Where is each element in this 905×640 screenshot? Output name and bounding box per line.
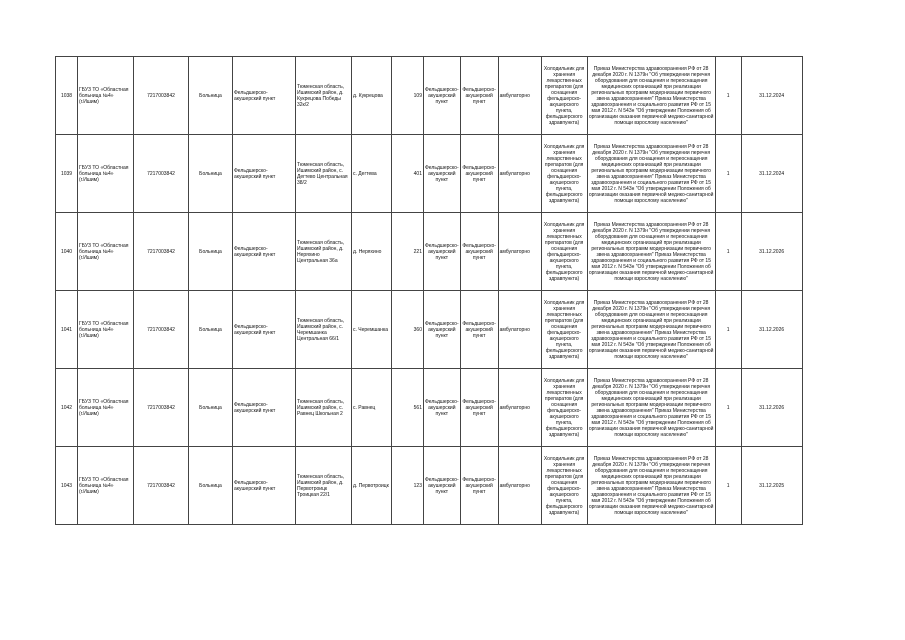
unit-type-2: Фельдшерско-акушерский пункт xyxy=(460,447,498,525)
care-condition: амбулаторно xyxy=(498,57,541,135)
locality: с. Равнец xyxy=(352,369,392,447)
quantity: 1 xyxy=(715,447,741,525)
due-date: 31.12.2026 xyxy=(741,369,802,447)
table-row xyxy=(56,57,803,135)
care-condition: амбулаторно xyxy=(498,135,541,213)
regulatory-document: Приказ Министерства здравоохранения РФ от 28 декабря 2020 г. N 1379н "Об утверждении перечня оборудования для оснащения и переоснащения медицинских организаций при реализации региональных программ модернизации первичного звена здравоохранения" Приказ Министерства здравоохранения и социального развития РФ от 15 мая 2012 г. N 543н "Об утверждении Положения об организации оказания первичной медико-санитарной помощи взрослому населению" xyxy=(587,57,715,135)
subdivision-name: Фельдшерско-акушерский пункт xyxy=(233,57,296,135)
organization-name: ГБУЗ ТО «Областная больница №4» (г.Ишим) xyxy=(78,369,134,447)
due-date: 31.12.2026 xyxy=(741,213,802,291)
organization-name: ГБУЗ ТО «Областная больница №4» (г.Ишим) xyxy=(78,291,134,369)
due-date: 31.12.2024 xyxy=(741,57,802,135)
row-number: 1043 xyxy=(56,447,78,525)
organization-name: ГБУЗ ТО «Областная больница №4» (г.Ишим) xyxy=(78,57,134,135)
unit-type-1: Фельдшерско-акушерский пункт xyxy=(424,369,461,447)
inn-code: 7217003842 xyxy=(134,291,189,369)
unit-type-1: Фельдшерско-акушерский пункт xyxy=(424,135,461,213)
row-number: 1040 xyxy=(56,213,78,291)
address: Тюменская область, Ишимский район, д. Первотроицк Троицкая 22/1 xyxy=(296,447,352,525)
institution-type: Больница xyxy=(189,213,233,291)
unit-type-1: Фельдшерско-акушерский пункт xyxy=(424,213,461,291)
subdivision-name: Фельдшерско-акушерский пункт xyxy=(233,291,296,369)
inn-code: 7217003842 xyxy=(134,135,189,213)
unit-type-2: Фельдшерско-акушерский пункт xyxy=(460,213,498,291)
inn-code: 7217003842 xyxy=(134,213,189,291)
institution-type: Больница xyxy=(189,135,233,213)
locality: д. Первотроицк xyxy=(352,447,392,525)
institution-type: Больница xyxy=(189,447,233,525)
regulatory-document: Приказ Министерства здравоохранения РФ от 28 декабря 2020 г. N 1379н "Об утверждении перечня оборудования для оснащения и переоснащения медицинских организаций при реализации региональных программ модернизации первичного звена здравоохранения" Приказ Министерства здравоохранения и социального развития РФ от 15 мая 2012 г. N 543н "Об утверждении Положения об организации оказания первичной медико-санитарной помощи взрослому населению" xyxy=(587,135,715,213)
population: 109 xyxy=(392,57,424,135)
organization-name: ГБУЗ ТО «Областная больница №4» (г.Ишим) xyxy=(78,135,134,213)
unit-type-1: Фельдшерско-акушерский пункт xyxy=(424,447,461,525)
address: Тюменская область, Ишимский район, д. Кукрецова Победы 32к/2 xyxy=(296,57,352,135)
locality: д. Неряхино xyxy=(352,213,392,291)
locality: с. Черемшанка xyxy=(352,291,392,369)
due-date: 31.12.2025 xyxy=(741,447,802,525)
regulatory-document: Приказ Министерства здравоохранения РФ от 28 декабря 2020 г. N 1379н "Об утверждении перечня оборудования для оснащения и переоснащения медицинских организаций при реализации региональных программ модернизации первичного звена здравоохранения" Приказ Министерства здравоохранения и социального развития РФ от 15 мая 2012 г. N 543н "Об утверждении Положения об организации оказания первичной медико-санитарной помощи взрослому населению" xyxy=(587,213,715,291)
unit-type-2: Фельдшерско-акушерский пункт xyxy=(460,291,498,369)
population: 561 xyxy=(392,369,424,447)
institution-type: Больница xyxy=(189,57,233,135)
table-row xyxy=(56,369,803,447)
unit-type-1: Фельдшерско-акушерский пункт xyxy=(424,57,461,135)
equipment-name: Холодильник для хранения лекарственных препаратов (для оснащения фельдшерско-акушерского пункта, фельдшерского здравпункта) xyxy=(541,213,587,291)
subdivision-name: Фельдшерско-акушерский пункт xyxy=(233,135,296,213)
row-number: 1042 xyxy=(56,369,78,447)
quantity: 1 xyxy=(715,135,741,213)
quantity: 1 xyxy=(715,213,741,291)
regulatory-document: Приказ Министерства здравоохранения РФ от 28 декабря 2020 г. N 1379н "Об утверждении перечня оборудования для оснащения и переоснащения медицинских организаций при реализации региональных программ модернизации первичного звена здравоохранения" Приказ Министерства здравоохранения и социального развития РФ от 15 мая 2012 г. N 543н "Об утверждении Положения об организации оказания первичной медико-санитарной помощи взрослому населению" xyxy=(587,369,715,447)
unit-type-1: Фельдшерско-акушерский пункт xyxy=(424,291,461,369)
table-row xyxy=(56,213,803,291)
population: 401 xyxy=(392,135,424,213)
address: Тюменская область, Ишимский район, с. Дегтево Центральная 38/2 xyxy=(296,135,352,213)
population: 360 xyxy=(392,291,424,369)
quantity: 1 xyxy=(715,291,741,369)
unit-type-2: Фельдшерско-акушерский пункт xyxy=(460,135,498,213)
subdivision-name: Фельдшерско-акушерский пункт xyxy=(233,447,296,525)
unit-type-2: Фельдшерско-акушерский пункт xyxy=(460,57,498,135)
care-condition: амбулаторно xyxy=(498,213,541,291)
equipment-name: Холодильник для хранения лекарственных препаратов (для оснащения фельдшерско-акушерского пункта, фельдшерского здравпункта) xyxy=(541,447,587,525)
unit-type-2: Фельдшерско-акушерский пункт xyxy=(460,369,498,447)
address: Тюменская область, Ишимский район, д. Неряхино Центральная 36а xyxy=(296,213,352,291)
table-row xyxy=(56,447,803,525)
row-number: 1041 xyxy=(56,291,78,369)
due-date: 31.12.2026 xyxy=(741,291,802,369)
quantity: 1 xyxy=(715,57,741,135)
row-number: 1038 xyxy=(56,57,78,135)
address: Тюменская область, Ишимский район, с. Черемшанка Центральная 66/1 xyxy=(296,291,352,369)
care-condition: амбулаторно xyxy=(498,447,541,525)
equipment-name: Холодильник для хранения лекарственных препаратов (для оснащения фельдшерско-акушерского пункта, фельдшерского здравпункта) xyxy=(541,291,587,369)
inn-code: 7217003842 xyxy=(134,57,189,135)
table-row xyxy=(56,291,803,369)
equipment-name: Холодильник для хранения лекарственных препаратов (для оснащения фельдшерско-акушерского пункта, фельдшерского здравпункта) xyxy=(541,57,587,135)
institution-type: Больница xyxy=(189,291,233,369)
due-date: 31.12.2024 xyxy=(741,135,802,213)
care-condition: амбулаторно xyxy=(498,291,541,369)
regulatory-document: Приказ Министерства здравоохранения РФ от 28 декабря 2020 г. N 1379н "Об утверждении перечня оборудования для оснащения и переоснащения медицинских организаций при реализации региональных программ модернизации первичного звена здравоохранения" Приказ Министерства здравоохранения и социального развития РФ от 15 мая 2012 г. N 543н "Об утверждении Положения об организации оказания первичной медико-санитарной помощи взрослому населению" xyxy=(587,447,715,525)
equipment-name: Холодильник для хранения лекарственных препаратов (для оснащения фельдшерско-акушерского пункта, фельдшерского здравпункта) xyxy=(541,369,587,447)
equipment-table xyxy=(55,56,803,525)
row-number: 1039 xyxy=(56,135,78,213)
regulatory-document: Приказ Министерства здравоохранения РФ от 28 декабря 2020 г. N 1379н "Об утверждении перечня оборудования для оснащения и переоснащения медицинских организаций при реализации региональных программ модернизации первичного звена здравоохранения" Приказ Министерства здравоохранения и социального развития РФ от 15 мая 2012 г. N 543н "Об утверждении Положения об организации оказания первичной медико-санитарной помощи взрослому населению" xyxy=(587,291,715,369)
organization-name: ГБУЗ ТО «Областная больница №4» (г.Ишим) xyxy=(78,447,134,525)
subdivision-name: Фельдшерско-акушерский пункт xyxy=(233,213,296,291)
quantity: 1 xyxy=(715,369,741,447)
population: 123 xyxy=(392,447,424,525)
equipment-name: Холодильник для хранения лекарственных препаратов (для оснащения фельдшерско-акушерского пункта, фельдшерского здравпункта) xyxy=(541,135,587,213)
institution-type: Больница xyxy=(189,369,233,447)
locality: д. Кукрецова xyxy=(352,57,392,135)
care-condition: амбулаторно xyxy=(498,369,541,447)
locality: с. Дегтева xyxy=(352,135,392,213)
address: Тюменская область, Ишимский район, с. Равнец Школьная 2 xyxy=(296,369,352,447)
organization-name: ГБУЗ ТО «Областная больница №4» (г.Ишим) xyxy=(78,213,134,291)
subdivision-name: Фельдшерско-акушерский пункт xyxy=(233,369,296,447)
inn-code: 7217003842 xyxy=(134,369,189,447)
inn-code: 7217003842 xyxy=(134,447,189,525)
table-row xyxy=(56,135,803,213)
population: 221 xyxy=(392,213,424,291)
